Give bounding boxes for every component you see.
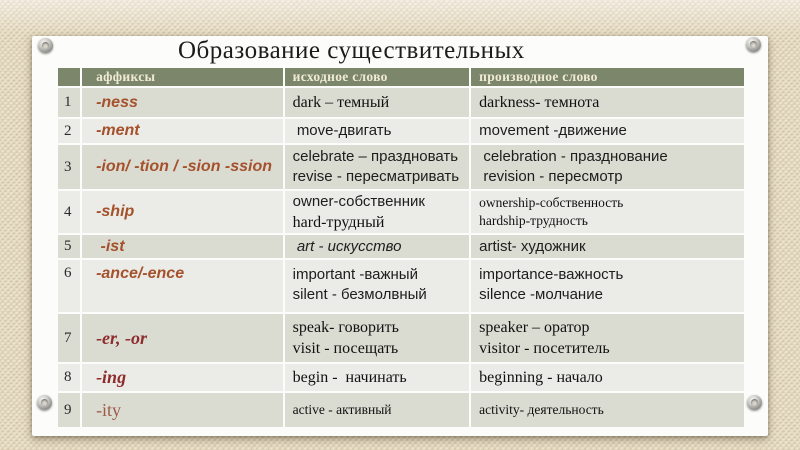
cell-affix bbox=[82, 88, 283, 117]
cell-source-word bbox=[285, 145, 470, 189]
word-pair-line: revision - пересмотр bbox=[479, 168, 623, 185]
cell-derived-word bbox=[471, 393, 744, 427]
cell-source-word bbox=[285, 393, 470, 427]
word-pair-line: silence -молчание bbox=[479, 286, 603, 303]
cell-derived-word bbox=[471, 191, 744, 233]
word-pair-line: dark – темный bbox=[292, 94, 390, 111]
cell-source-word bbox=[285, 364, 470, 391]
cell-derived-word bbox=[471, 235, 744, 258]
word-pair-line: silent - безмолвный bbox=[292, 286, 427, 303]
cell-source-word bbox=[285, 88, 470, 117]
cell-source-word bbox=[285, 191, 470, 233]
cell-derived-word bbox=[471, 88, 744, 117]
cell-row-number: 4 bbox=[58, 191, 80, 233]
table-header-row bbox=[58, 68, 744, 86]
word-pair-line: celebrate – праздновать bbox=[292, 148, 459, 165]
affix-label: -ment bbox=[96, 122, 140, 139]
table-row bbox=[58, 119, 744, 143]
rivet-icon-bottom-right bbox=[747, 395, 762, 410]
word-pair-line: beginning - начало bbox=[479, 369, 603, 386]
word-pair-line: important -важный bbox=[292, 266, 418, 283]
rivet-icon-top-left bbox=[38, 38, 53, 53]
word-pair-line: move-двигать bbox=[292, 122, 392, 139]
word-pair-line: importance-важность bbox=[479, 266, 624, 283]
cell-derived-word bbox=[471, 119, 744, 143]
cell-affix bbox=[82, 364, 283, 391]
slide-title: Образование существительных bbox=[178, 37, 525, 64]
affix-label: -ance/-ence bbox=[96, 265, 185, 282]
header-cell-empty bbox=[58, 68, 80, 86]
rivet-icon-top-right bbox=[746, 37, 761, 52]
table-row bbox=[58, 235, 744, 258]
word-formation-table bbox=[56, 66, 746, 429]
affix-label: -er, -or bbox=[96, 327, 148, 348]
cell-source-word bbox=[285, 260, 470, 312]
word-pair-line: revise - пересматривать bbox=[292, 168, 460, 185]
table-row bbox=[58, 364, 744, 391]
word-pair-line: hard-трудный bbox=[292, 213, 385, 231]
cell-source-word bbox=[285, 314, 470, 362]
cell-row-number: 3 bbox=[58, 145, 80, 189]
cell-affix bbox=[82, 260, 283, 312]
cell-affix bbox=[82, 145, 283, 189]
cell-derived-word bbox=[471, 145, 744, 189]
table-row bbox=[58, 393, 744, 427]
table-row bbox=[58, 260, 744, 312]
affix-label: -ity bbox=[96, 399, 122, 420]
table-row bbox=[58, 88, 744, 117]
affix-label: -ness bbox=[96, 93, 138, 111]
cell-row-number: 7 bbox=[58, 314, 80, 362]
cell-affix bbox=[82, 393, 283, 427]
affix-label: -ship bbox=[96, 203, 135, 220]
affix-label: -ing bbox=[96, 367, 127, 387]
cell-row-number: 1 bbox=[58, 88, 80, 117]
affix-label: -ion/ -tion / -sion -ssion bbox=[96, 158, 273, 175]
word-pair-line: hardship-трудность bbox=[479, 213, 588, 228]
word-pair-line: begin - начинать bbox=[292, 369, 407, 386]
cell-row-number: 5 bbox=[58, 235, 80, 258]
table-row bbox=[58, 191, 744, 233]
word-pair-line: speak- говорить bbox=[292, 319, 399, 336]
cell-row-number: 8 bbox=[58, 364, 80, 391]
word-pair-line: ownership-собственность bbox=[479, 195, 624, 210]
word-pair-line: darkness- темнота bbox=[479, 94, 600, 111]
header-cell-source-word: исходное слово bbox=[285, 68, 470, 86]
word-pair-line: speaker – оратор bbox=[479, 319, 590, 336]
cell-affix bbox=[82, 191, 283, 233]
cell-derived-word bbox=[471, 260, 744, 312]
cell-row-number: 2 bbox=[58, 119, 80, 143]
word-pair-line: visit - посещать bbox=[292, 340, 399, 357]
word-pair-line: art - искусство bbox=[292, 237, 402, 255]
word-pair-line: artist- художник bbox=[479, 237, 586, 255]
table-row bbox=[58, 145, 744, 189]
cell-source-word bbox=[285, 235, 470, 258]
rivet-icon-bottom-left bbox=[37, 395, 52, 410]
cell-affix bbox=[82, 235, 283, 258]
cell-affix bbox=[82, 119, 283, 143]
header-cell-affixes: аффиксы bbox=[82, 68, 283, 86]
word-pair-line: activity- деятельность bbox=[479, 402, 604, 417]
table-row bbox=[58, 314, 744, 362]
cell-source-word bbox=[285, 119, 470, 143]
cell-derived-word bbox=[471, 314, 744, 362]
slide-card bbox=[32, 36, 768, 436]
affix-label: -ist bbox=[96, 237, 125, 255]
word-pair-line: movement -движение bbox=[479, 122, 627, 139]
word-pair-line: active - активный bbox=[292, 402, 392, 417]
cell-row-number: 9 bbox=[58, 393, 80, 427]
header-cell-derived-word: производное слово bbox=[471, 68, 744, 86]
cell-derived-word bbox=[471, 364, 744, 391]
word-pair-line: celebration - празднование bbox=[479, 148, 668, 165]
word-pair-line: owner-собственник bbox=[292, 192, 425, 210]
word-pair-line: visitor - посетитель bbox=[479, 340, 610, 357]
cell-affix bbox=[82, 314, 283, 362]
cell-row-number: 6 bbox=[58, 260, 80, 312]
